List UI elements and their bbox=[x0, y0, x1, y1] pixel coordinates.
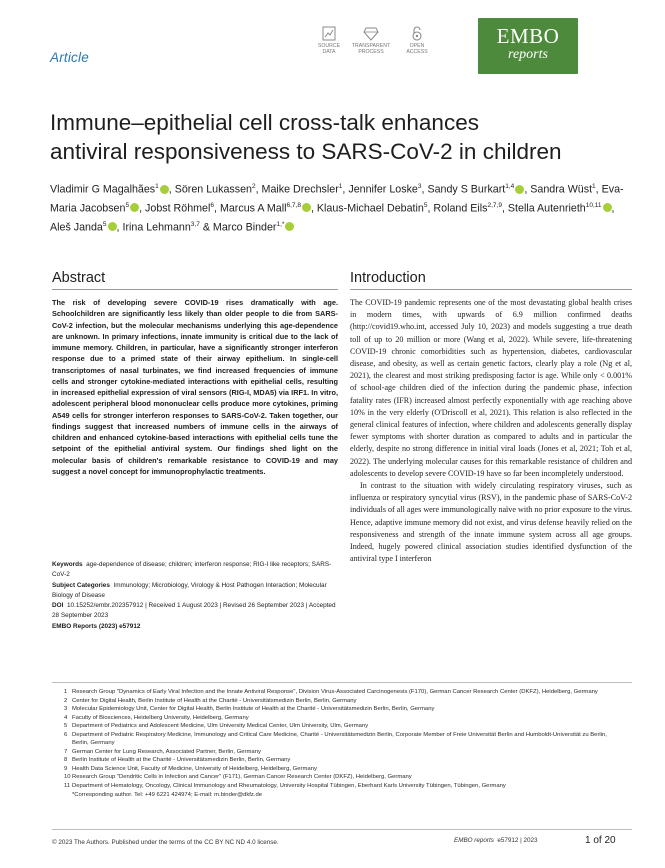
affiliation-item bbox=[64, 705, 624, 714]
introduction-heading: Introduction bbox=[350, 270, 426, 286]
author-affiliation-sup: 2,7,9 bbox=[487, 201, 502, 209]
affiliation-item bbox=[64, 697, 624, 706]
orcid-icon[interactable] bbox=[302, 203, 311, 212]
author-separator: , bbox=[501, 202, 508, 215]
open-access-line1: OPEN bbox=[409, 43, 425, 49]
affiliation-text: Center for Digital Health, Berlin Institute of Health at the Charité - Universitätsmedizin Berlin, Berlin, Germany bbox=[72, 697, 357, 704]
author-separator: , bbox=[524, 183, 531, 196]
author-name[interactable]: Marcus A Mall bbox=[219, 202, 287, 215]
author-separator: , bbox=[421, 183, 428, 196]
doi-line bbox=[52, 601, 338, 622]
author-affiliation-sup: 6 bbox=[210, 201, 214, 209]
affiliation-text: Department of Pediatric Respiratory Medicine, Immunology and Critical Care Medicine, Charité - Universitätsmedizin Berlin, Corporate Member of Freie Universität Berlin and Humboldt-Universität zu Berlin, Berlin, Germany bbox=[72, 731, 607, 747]
title-line-1: Immune–epithelial cell cross-talk enhances bbox=[50, 110, 479, 135]
introduction-rule bbox=[350, 289, 632, 290]
orcid-icon[interactable] bbox=[130, 203, 139, 212]
article-title bbox=[50, 108, 610, 166]
open-access-badge[interactable] bbox=[392, 26, 442, 56]
author-list bbox=[50, 179, 625, 236]
affiliation-number: 10 bbox=[64, 774, 71, 781]
transparent-process-icon bbox=[363, 26, 379, 41]
author-name[interactable]: Marco Binder bbox=[212, 221, 277, 234]
page-number: 1 of 20 bbox=[585, 835, 616, 846]
orcid-icon[interactable] bbox=[160, 185, 169, 194]
author-affiliation-sup: 1 bbox=[338, 183, 343, 190]
author-separator: , bbox=[168, 183, 175, 196]
introduction-text bbox=[350, 297, 632, 565]
abstract-rule bbox=[52, 289, 338, 290]
source-data-icon bbox=[322, 26, 336, 41]
affiliation-number: 5 bbox=[64, 723, 68, 730]
source-data-line2: DATA bbox=[322, 48, 336, 55]
author-affiliation-sup: 10,11 bbox=[585, 201, 602, 209]
logo-line1: EMBO bbox=[496, 24, 560, 48]
author-name[interactable]: Sören Lukassen bbox=[174, 183, 252, 196]
affiliation-number: 8 bbox=[64, 757, 68, 764]
subject-label: Subject Categories bbox=[52, 581, 110, 589]
affiliation-item bbox=[64, 756, 624, 765]
affiliation-number: 9 bbox=[64, 765, 68, 772]
affiliation-text: Department of Hematology, Oncology, Clinical Immunology and Rheumatology, University Hospital Tübingen, Eberhard Karls University Tübingen, Tübingen, Germany bbox=[72, 783, 506, 790]
author-separator: , bbox=[611, 202, 615, 215]
author-affiliation-sup: 3 bbox=[417, 183, 422, 190]
intro-paragraph-1: The COVID-19 pandemic represents one of the most devastating global health crises in modern times, with upwards of 6.9 million confirmed deaths (http://covid19.who.int, accessed July 10, 2023) and models suggesting a true death toll of up to 20 million or more (Wang et al, 2022). While severe, life-threatening COVID-19 chronic comorbidities such as hypertension, diabetes, cardiovascular disease, and obesity, as well as certain genetic factors, clearly play a role (Ng et al, 2021), the clearest and most striking predisposing factor is age. While only < 0.001% of school-age children died of the infection during the pandemic phase, infection fatality rates (IFR) increased almost perfectly exponentially with age reaching above 10% in the very elderly (O'Driscoll et al, 2021). This relation is also reflected in the general clinical features of infection, where children and adolescents generally display fewer symptoms with shorter duration as compared to adults and in particular the elderly, despite no strong difference in initial viral loads (Jones et al, 2021; Toh et al, 2022). The underlying molecular causes for this remarkable resistance of children and adolescents to develop severe COVID-19 have so far been incompletely understood. bbox=[350, 298, 632, 478]
author-name[interactable]: Irina Lehmann bbox=[122, 221, 191, 234]
abstract-heading: Abstract bbox=[52, 270, 106, 286]
author-affiliation-sup: 5 bbox=[125, 201, 130, 209]
open-access-line2: ACCESS bbox=[406, 48, 428, 55]
affiliation-item bbox=[64, 765, 624, 774]
journal-reference bbox=[52, 622, 338, 632]
affiliation-text: Faculty of Biosciences, Heidelberg University, Heidelberg, Germany bbox=[72, 714, 249, 721]
affiliation-item bbox=[64, 722, 624, 731]
affiliation-item bbox=[64, 748, 624, 757]
author-separator: , bbox=[255, 183, 262, 196]
affiliation-item bbox=[64, 731, 624, 748]
affiliation-number: 7 bbox=[64, 748, 68, 755]
keywords-value: age-dependence of disease; children; interferon response; RIG-I like receptors; SARS-CoV-2 bbox=[52, 561, 332, 579]
author-affiliation-sup: 1 bbox=[155, 183, 159, 190]
affiliation-text: Department of Pediatrics and Adolescent Medicine, Ulm University Medical Center, Ulm University, Ulm, Germany bbox=[72, 723, 369, 730]
doi-value[interactable]: 10.15252/embr.202357912 | Received 1 August 2023 | Revised 26 September 2023 | Accepted 28 September 2023 bbox=[52, 602, 336, 620]
author-name[interactable]: Aleš Janda bbox=[50, 221, 103, 234]
author-affiliation-sup: 2 bbox=[251, 183, 256, 190]
author-name[interactable]: Sandra Wüst bbox=[530, 183, 593, 196]
author-separator: , bbox=[310, 202, 317, 215]
doi-label: DOI bbox=[52, 602, 64, 610]
abstract-text: The risk of developing severe COVID-19 rises dramatically with age. Schoolchildren are significantly less likely than older people to die from SARS-CoV-2 infection, but the molecular mechanisms underlying this age-dependence are unknown. In primary infections, innate immunity is critical due to the lack of immune memory. Children, in particular, have a significantly stronger interferon response due to a primed state of their airway epithelium. In single-cell transcriptomes of nasal turbinates, we find increased frequencies of immune cells and stronger cytokine-mediated interactions with epithelial cells, resulting in increased epithelial expression of viral sensors (RIG-I, MDA5) via IRF1. In vitro, adolescent peripheral blood mononuclear cells produce more cytokines, priming A549 cells for stronger interferon responses to SARS-CoV-2. Taken together, our findings suggest that increased numbers of immune cells in the airways of children and enhanced cytokine-based interactions with epithelial cells tune the setpoint of the epithelial antiviral system. Our findings shed light on the molecular basis of children's remarkable resistance to COVID-19 and may suggest a novel concept for immunoprophylactic treatments. bbox=[52, 298, 338, 476]
author-affiliation-sup: 5 bbox=[423, 201, 428, 209]
keywords-line bbox=[52, 560, 338, 581]
subject-line bbox=[52, 581, 338, 602]
affiliation-text: Health Data Science Unit, Faculty of Medicine, University of Heidelberg, Heidelberg, Germany bbox=[72, 765, 317, 772]
affiliation-text: Molecular Epidemiology Unit, Center for Digital Health, Berlin Institute of Health at the Charité - Universitätsmedizin Berlin, Berlin, Germany bbox=[72, 706, 435, 713]
author-name[interactable]: Stella Autenrieth bbox=[507, 202, 586, 215]
affiliation-text: Berlin Institute of Health at the Charité - Universitätsmedizin Berlin, Berlin, Germany bbox=[72, 757, 291, 764]
transparent-process-line1: TRANSPARENT bbox=[351, 43, 391, 49]
title-line-2: antiviral responsiveness to SARS-CoV-2 in children bbox=[50, 139, 562, 164]
author-separator: , bbox=[214, 202, 220, 215]
footer-journal: EMBO reports bbox=[454, 837, 494, 844]
author-affiliation-sup: 1,4 bbox=[505, 183, 515, 190]
affiliation-number: 11 bbox=[64, 783, 71, 790]
keywords-label: Keywords bbox=[52, 561, 83, 568]
orcid-icon[interactable] bbox=[108, 222, 117, 231]
author-name[interactable]: Jobst Röhmel bbox=[145, 202, 211, 215]
author-affiliation-sup: 1 bbox=[592, 183, 596, 190]
affiliation-item bbox=[64, 773, 624, 782]
orcid-icon[interactable] bbox=[285, 222, 294, 231]
author-separator: , bbox=[139, 202, 146, 215]
open-access-icon bbox=[411, 26, 423, 41]
embo-reports-logo[interactable] bbox=[478, 18, 578, 74]
footer-journal-info: EMBO reports e57912 | 2023 bbox=[454, 837, 538, 844]
footer-year: 2023 bbox=[523, 837, 538, 844]
author-separator: , bbox=[595, 183, 602, 196]
author-separator: , bbox=[427, 202, 434, 215]
author-affiliation-sup: 3,7 bbox=[190, 220, 200, 228]
affiliation-number: 3 bbox=[64, 706, 68, 713]
intro-paragraph-2: In contrast to the situation with widely circulating respiratory viruses, such as influenza or respiratory syncytial virus (RSV), in the pandemic phase of SARS-CoV-2 individuals of all ages were immunologically naïve with no prior exposure to the virus. Hence, adaptive immune memory did not exist, and virus defense heavily relied on the responsiveness and strength of the innate immune system across all age groups. Indeed, hugely powered clinical association studies identified dysfunction of the antiviral type I interferon bbox=[350, 481, 632, 564]
orcid-icon[interactable] bbox=[515, 185, 524, 194]
affiliation-item bbox=[64, 782, 624, 791]
logo-line2: reports bbox=[508, 47, 548, 62]
author-separator: & bbox=[199, 221, 213, 234]
affiliations-rule bbox=[52, 682, 632, 683]
affiliations-list bbox=[64, 688, 624, 799]
subject-value: Immunology; Microbiology, Virology & Host Pathogen Interaction; Molecular Biology of Disease bbox=[52, 581, 327, 599]
author-name[interactable]: Sandy S Burkart bbox=[427, 183, 506, 196]
affiliation-item bbox=[64, 688, 624, 697]
affiliation-number: 4 bbox=[64, 714, 68, 721]
transparent-process-line2: PROCESS bbox=[358, 48, 384, 55]
author-separator: , bbox=[116, 221, 123, 234]
author-name[interactable]: Klaus-Michael Debatin bbox=[316, 202, 424, 215]
transparent-process-badge[interactable] bbox=[346, 26, 396, 56]
footer-license: © 2023 The Authors. Published under the terms of the CC BY NC ND 4.0 license. bbox=[52, 839, 279, 846]
corresponding-author: *Corresponding author. Tel: +49 6221 424974; E-mail: m.binder@dkfz.de bbox=[72, 791, 263, 798]
journal-reference-text: EMBO Reports (2023) e57912 bbox=[52, 622, 141, 630]
author-name[interactable]: Roland Eils bbox=[433, 202, 488, 215]
author-name[interactable]: Vladimir G Magalhães bbox=[50, 183, 156, 196]
article-type-label: Article bbox=[50, 50, 89, 65]
source-data-line1: SOURCE bbox=[317, 43, 341, 49]
affiliation-text: German Center for Lung Research, Associated Partner, Berlin, Germany bbox=[72, 748, 261, 755]
affiliation-text: Research Group "Dendritic Cells in Infection and Cancer" (F171), German Cancer Research Center (DKFZ), Heidelberg, Germany bbox=[72, 774, 412, 781]
affiliation-text: Research Group "Dynamics of Early Viral Infection and the Innate Antiviral Response", Division Virus-Associated Carcinogenesis (F170), German Cancer Research Center (DKFZ), Heidelberg, Germany bbox=[72, 689, 598, 695]
author-affiliation-sup: 5 bbox=[102, 220, 107, 228]
author-separator: , bbox=[342, 183, 349, 196]
orcid-icon[interactable] bbox=[603, 203, 612, 212]
affiliation-number: 1 bbox=[64, 689, 68, 695]
footer-rule bbox=[52, 829, 632, 830]
affiliation-number: 6 bbox=[64, 731, 68, 738]
author-affiliation-sup: 1,* bbox=[276, 220, 285, 228]
author-name[interactable]: Maike Drechsler bbox=[261, 183, 339, 196]
footer-article-id: e57912 bbox=[497, 837, 519, 844]
affiliation-number: 2 bbox=[64, 697, 68, 704]
author-name[interactable]: Jennifer Loske bbox=[348, 183, 418, 196]
author-name[interactable]: Eva-Maria Jacobsen bbox=[50, 183, 624, 215]
article-metadata bbox=[52, 560, 338, 632]
affiliation-item bbox=[64, 714, 624, 723]
author-affiliation-sup: 6,7,8 bbox=[286, 201, 301, 209]
